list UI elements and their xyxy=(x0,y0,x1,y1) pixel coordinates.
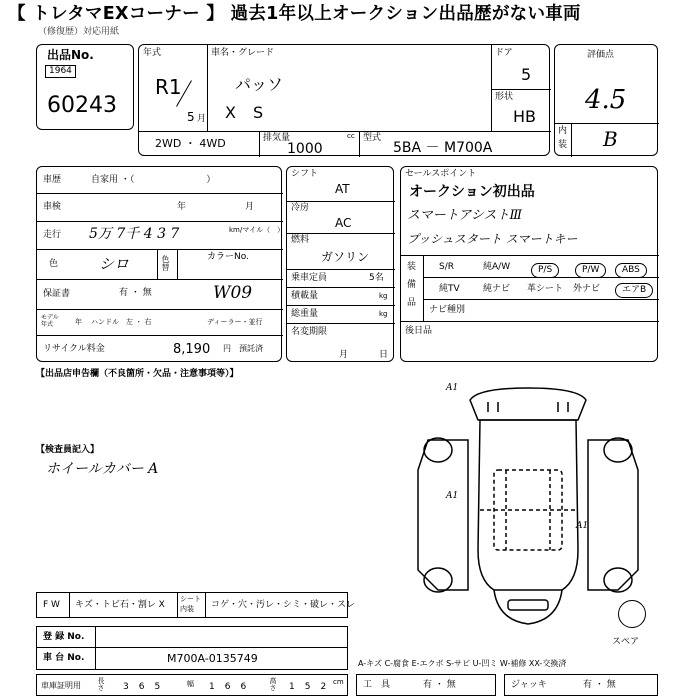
inspector-note: ホイールカバー A xyxy=(46,461,159,477)
equip-navi: 純ナビ xyxy=(483,284,511,294)
sales-label: セールスポイント xyxy=(405,169,477,179)
equip-extnavi: 外ナビ xyxy=(573,284,601,294)
name-label: 車名・グレード xyxy=(211,48,275,58)
door-label: ドア xyxy=(495,48,513,58)
tools-value: 有 ・ 無 xyxy=(423,680,456,690)
chassis-value: M700A-0135749 xyxy=(167,652,258,665)
car-damage-diagram xyxy=(398,380,660,636)
aircon-label: 冷房 xyxy=(291,203,310,213)
sales-line-2: スマートアシストⅢ xyxy=(407,208,522,223)
mileage-value: 5万 7千 4 3 7 xyxy=(89,226,180,242)
history-type: 自家用 ・（ ） xyxy=(91,175,216,185)
recycle-value: 8,190 xyxy=(173,342,211,357)
chassis-label: 車 台 No. xyxy=(43,653,85,663)
color-no-label: カラーNo. xyxy=(207,252,249,262)
shape-value: HB xyxy=(513,107,537,126)
spare-label: スペア xyxy=(612,637,640,647)
seat-value: コゲ・穴・汚レ・シミ・破レ・スレ xyxy=(211,600,356,610)
shape-label: 形状 xyxy=(495,92,514,102)
rear-items-label: 後日品 xyxy=(405,326,433,336)
page-title: 【 トレタマEXコーナー 】 過去1年以上オークション出品歴がない車両 xyxy=(8,4,581,24)
color-change-label: 色替 xyxy=(161,255,170,271)
damage-mark-top: A1 xyxy=(446,383,459,393)
jack-label: ジャッキ xyxy=(511,680,547,690)
fuel-value: ガソリン xyxy=(321,250,370,264)
capacity-value: 5名 xyxy=(369,273,384,283)
car-left-side xyxy=(418,440,468,590)
seat-label-2: 内装 xyxy=(180,605,194,613)
month-value: 5 xyxy=(187,110,195,124)
warranty-label: 保証書 xyxy=(43,289,71,299)
car-name: パッソ xyxy=(235,75,284,94)
len-label: 長さ xyxy=(97,677,105,691)
equip-sr: S/R xyxy=(439,262,454,272)
sales-box xyxy=(400,166,658,362)
car-grade: X S xyxy=(225,103,270,122)
shaken-label: 車検 xyxy=(43,202,62,212)
registration-table xyxy=(36,626,348,670)
fw-label: F W xyxy=(43,600,60,610)
equip-label-1: 装 xyxy=(407,262,417,272)
cm-unit: cm xyxy=(333,678,344,686)
shaken-month: 月 xyxy=(245,202,255,212)
navi-type-label: ナビ種別 xyxy=(429,305,466,315)
fw-value: キズ・トビ石・割レ X xyxy=(75,600,165,610)
equip-label-2: 備 xyxy=(407,280,417,290)
regchange-label: 名変期限 xyxy=(291,327,328,337)
dealer-value: ディーラー・並行 xyxy=(207,318,263,326)
month-unit: 月 xyxy=(197,114,207,124)
model-year-label: モデル年式 xyxy=(41,314,59,328)
jack-value: 有 ・ 無 xyxy=(583,680,616,690)
equip-pw: P/W xyxy=(575,263,606,278)
score-box xyxy=(554,44,658,156)
history-type-label: 車歴 xyxy=(43,175,62,185)
score-label: 評価点 xyxy=(587,50,615,60)
car-front-bumper xyxy=(494,590,562,624)
inspector-label: 【検査員記入】 xyxy=(36,445,100,455)
tools-row xyxy=(356,674,496,696)
displacement-value: 1000 xyxy=(287,141,323,157)
lot-code: 1964 xyxy=(45,65,76,78)
history-box xyxy=(36,166,285,362)
aircon-value: AC xyxy=(335,216,352,230)
tools-label: 工 具 xyxy=(363,680,391,690)
mileage-label: 走行 xyxy=(43,230,62,240)
shaken-year: 年 xyxy=(177,202,187,212)
equip-aw: 純A/W xyxy=(483,262,511,272)
mileage-unit: km/マイル（ ） xyxy=(229,226,285,234)
equip-airbag: エアB xyxy=(615,283,653,298)
damage-mark-left: A1 xyxy=(446,491,459,501)
gross-unit: kg xyxy=(379,310,388,318)
handle-value: ハンドル 左 ・ 右 xyxy=(91,318,152,326)
shift-label: シフト xyxy=(291,169,319,179)
warranty-value: 有 ・ 無 xyxy=(119,288,152,298)
score-value: 4.5 xyxy=(585,85,627,115)
shift-value: AT xyxy=(335,182,350,196)
sales-line-3: プッシュスタート スマートキー xyxy=(407,232,578,246)
recycle-label: リサイクル料金 xyxy=(43,344,105,354)
displacement-label: 排気量 xyxy=(263,133,291,143)
dims-label: 車庫証明用 xyxy=(41,681,81,690)
capacity-label: 乗車定員 xyxy=(291,273,328,283)
car-box xyxy=(138,44,550,156)
equip-tv: 純TV xyxy=(439,284,460,294)
equip-ps: P/S xyxy=(531,263,559,278)
car-right-side xyxy=(588,440,638,590)
equip-abs: ABS xyxy=(615,263,647,278)
recycle-unit: 円 預託済 xyxy=(223,344,263,353)
load-label: 積載量 xyxy=(291,291,319,301)
fw-row xyxy=(36,592,356,618)
interior-value: B xyxy=(603,127,618,151)
color-no-value: W09 xyxy=(213,283,253,303)
lot-box xyxy=(36,44,134,130)
drive-value: 2WD ・ 4WD xyxy=(155,137,226,150)
lot-number: 60243 xyxy=(47,93,117,118)
fuel-label: 燃料 xyxy=(291,235,310,245)
jack-row xyxy=(504,674,658,696)
interior-label-2: 装 xyxy=(558,140,568,150)
dimensions-row xyxy=(36,674,348,696)
gross-label: 総重量 xyxy=(291,309,319,319)
equip-label-3: 品 xyxy=(407,298,417,308)
color-label: 色 xyxy=(49,259,59,269)
reg-month: 月 xyxy=(339,350,349,360)
interior-label-1: 内 xyxy=(558,126,568,136)
model-label: 型式 xyxy=(363,133,382,143)
seat-label-1: シート xyxy=(180,595,201,603)
spare-tire-circle xyxy=(618,600,646,628)
year-label: 年式 xyxy=(143,48,162,58)
damage-mark-right: A1 xyxy=(576,521,589,531)
model-year-unit: 年 xyxy=(75,318,82,326)
damage-legend: A-キズ C-腐食 E-エクボ S-サビ U-凹ミ W-補修 XX-交換済 xyxy=(358,659,567,668)
door-value: 5 xyxy=(521,65,532,84)
wid-label: 幅 xyxy=(187,680,194,688)
model-value: 5BA － M700A xyxy=(393,140,493,156)
spec-box xyxy=(286,166,394,362)
page-subtitle: （修復歴）対応用紙 xyxy=(38,27,120,37)
equip-leather: 革シート xyxy=(527,284,564,294)
seller-notes-label: 【出品店申告欄（不良箇所・欠品・注意事項等）】 xyxy=(36,369,239,379)
wheel-fl xyxy=(424,438,452,462)
wheel-fr xyxy=(604,438,632,462)
wid-value: 166 xyxy=(209,682,257,692)
displacement-unit: cc xyxy=(347,132,355,140)
hgt-label: 高さ xyxy=(269,677,277,691)
car-body-outline xyxy=(478,420,578,590)
sales-line-1: オークション初出品 xyxy=(409,184,535,200)
load-unit: kg xyxy=(379,292,388,300)
lot-label: 出品No. xyxy=(47,48,94,62)
reg-no-label: 登 録 No. xyxy=(43,632,85,642)
year-value: R1 xyxy=(155,75,182,99)
color-value: シロ xyxy=(99,255,130,273)
len-value: 365 xyxy=(123,682,171,692)
hgt-value: 152 xyxy=(289,682,337,692)
reg-day: 日 xyxy=(379,350,389,360)
